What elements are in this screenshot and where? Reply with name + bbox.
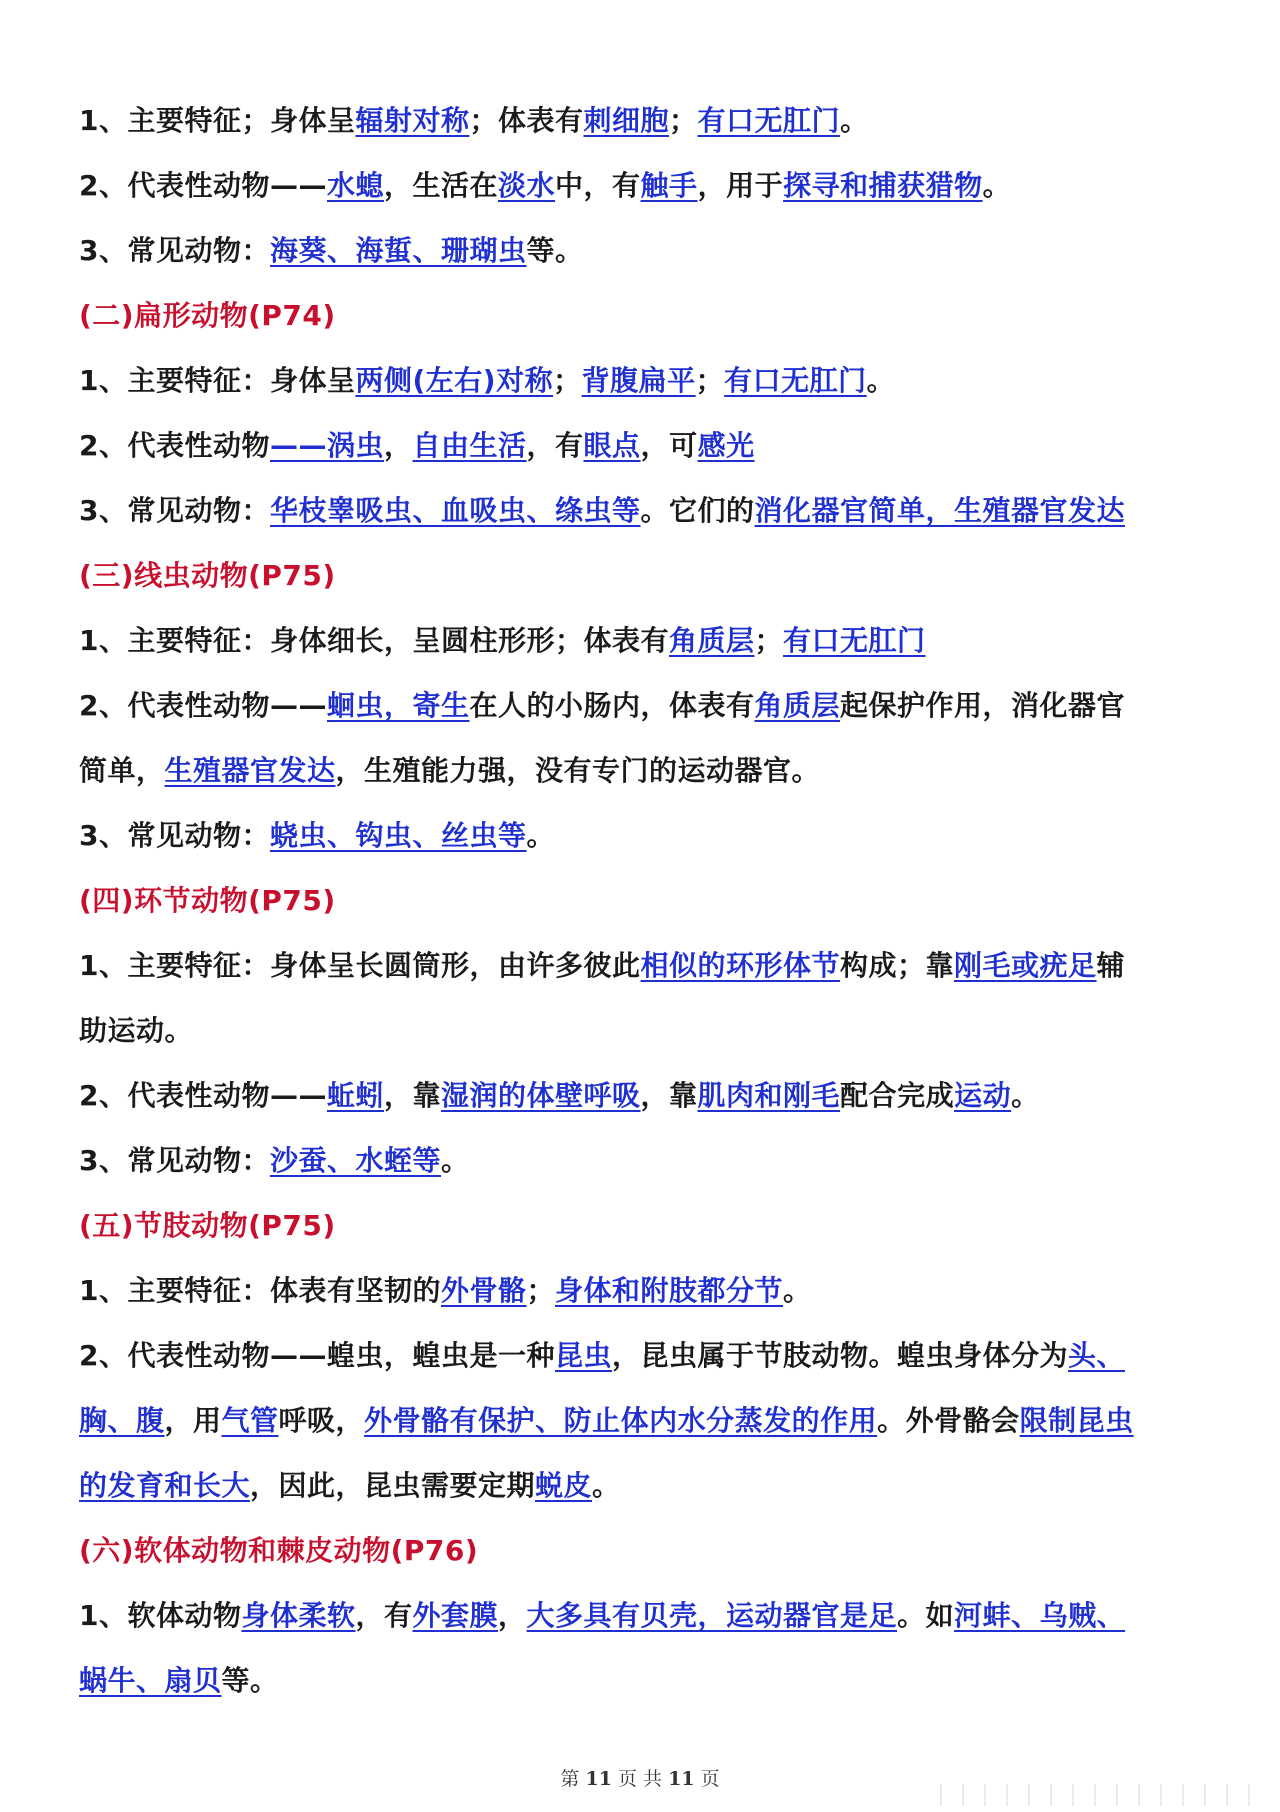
text-segment: 。如 bbox=[897, 1599, 955, 1632]
text-segment: ，昆虫属于节肢动物。蝗虫身体分为 bbox=[612, 1339, 1069, 1372]
text-line bbox=[79, 153, 1214, 218]
highlighted-term: 探寻和捕获猎物 bbox=[783, 169, 983, 202]
highlighted-term: 蚯蚓 bbox=[326, 1079, 384, 1112]
text-segment: ； bbox=[526, 1274, 556, 1307]
text-segment: 等。 bbox=[526, 234, 584, 267]
text-segment: 。 bbox=[441, 1144, 470, 1177]
text-line bbox=[79, 803, 1214, 868]
highlighted-term: 肌肉和刚毛 bbox=[697, 1079, 841, 1112]
text-line bbox=[79, 218, 1214, 283]
highlighted-term: 水螅 bbox=[326, 169, 384, 202]
highlighted-term: 蛔虫，寄生 bbox=[326, 689, 470, 722]
highlighted-term: 有口无肛门 bbox=[783, 624, 926, 657]
highlighted-term: 身体柔软 bbox=[241, 1599, 356, 1632]
scan-artifact bbox=[930, 1784, 1260, 1806]
text-segment: ，有 bbox=[355, 1599, 413, 1632]
text-segment: 辅 bbox=[1096, 949, 1126, 982]
text-line bbox=[79, 1063, 1214, 1128]
highlighted-term: 淡水 bbox=[498, 169, 556, 202]
text-line bbox=[79, 1453, 1214, 1518]
text-line bbox=[79, 413, 1214, 478]
highlighted-term: 自由生活 bbox=[412, 429, 527, 462]
text-segment: 2、代表性动物 bbox=[79, 429, 270, 462]
text-segment: 2、代表性动物—— bbox=[79, 169, 327, 202]
highlighted-term: 蜗牛、扇贝 bbox=[79, 1664, 222, 1697]
footer-suffix: 页 bbox=[700, 1768, 720, 1790]
text-segment: ，靠 bbox=[640, 1079, 698, 1112]
text-segment: ，用 bbox=[164, 1404, 222, 1437]
highlighted-term: 角质层 bbox=[669, 624, 755, 657]
highlighted-term: 大多具有贝壳，运动器官是足 bbox=[526, 1599, 898, 1632]
text-segment: 助运动。 bbox=[79, 1014, 194, 1047]
text-segment: 1、主要特征：身体呈 bbox=[79, 364, 356, 397]
text-segment: 简单， bbox=[79, 754, 165, 787]
highlighted-term: 外骨骼有保护、防止体内水分蒸发的作用 bbox=[364, 1404, 878, 1437]
highlighted-term: 海葵、海蜇、珊瑚虫 bbox=[269, 234, 527, 267]
text-segment: 起保护作用，消化器官 bbox=[840, 689, 1126, 722]
highlighted-term: 身体和附肢都分节 bbox=[555, 1274, 784, 1307]
highlighted-term: 限制昆虫 bbox=[1019, 1404, 1134, 1437]
text-segment: 3、常见动物： bbox=[79, 819, 270, 852]
highlighted-term: 角质层 bbox=[754, 689, 841, 722]
text-segment: 3、常见动物： bbox=[79, 494, 270, 527]
text-line bbox=[79, 738, 1214, 803]
highlighted-term: 气管 bbox=[221, 1404, 279, 1437]
text-segment: 2、代表性动物—— bbox=[79, 1079, 327, 1112]
highlighted-term: 昆虫 bbox=[554, 1339, 612, 1372]
document-body bbox=[79, 88, 1214, 1713]
highlighted-term: 蜕皮 bbox=[535, 1469, 593, 1502]
highlighted-term: 感光 bbox=[697, 429, 755, 462]
text-segment: 。外骨骼会 bbox=[877, 1404, 1020, 1437]
text-line bbox=[79, 1258, 1214, 1323]
text-line bbox=[79, 88, 1214, 153]
text-segment: 。 bbox=[1011, 1079, 1040, 1112]
section-heading: (三)线虫动物(P75) bbox=[79, 559, 336, 592]
text-segment: 构成；靠 bbox=[840, 949, 955, 982]
highlighted-term: 蛲虫、钩虫、丝虫等 bbox=[269, 819, 527, 852]
text-segment: 1、主要特征：体表有坚韧的 bbox=[79, 1274, 441, 1307]
text-line bbox=[79, 1583, 1214, 1648]
highlighted-term: 生殖器官发达 bbox=[164, 754, 336, 787]
text-line bbox=[79, 933, 1214, 998]
text-line bbox=[79, 348, 1214, 413]
text-segment: 配合完成 bbox=[840, 1079, 955, 1112]
text-segment: 1、主要特征；身体呈 bbox=[79, 104, 356, 137]
highlighted-term: 河蚌、乌贼、 bbox=[954, 1599, 1126, 1632]
text-segment: ，靠 bbox=[384, 1079, 442, 1112]
highlighted-term: 的发育和长大 bbox=[79, 1469, 251, 1502]
highlighted-term: 刚毛或疣足 bbox=[954, 949, 1097, 982]
text-segment: ， bbox=[498, 1599, 527, 1632]
text-segment: ； bbox=[695, 364, 725, 397]
text-line bbox=[79, 608, 1214, 673]
text-segment: ，生殖能力强，没有专门的运动器官。 bbox=[335, 754, 821, 787]
text-segment: 在人的小肠内，体表有 bbox=[469, 689, 755, 722]
text-segment: 1、软体动物 bbox=[79, 1599, 242, 1632]
section-heading: (六)软体动物和棘皮动物(P76) bbox=[79, 1534, 479, 1567]
text-segment: 3、常见动物： bbox=[79, 1144, 270, 1177]
highlighted-term: 辐射对称 bbox=[355, 104, 470, 137]
highlighted-term: 湿润的体壁呼吸 bbox=[441, 1079, 641, 1112]
text-line bbox=[79, 673, 1214, 738]
text-line bbox=[79, 1323, 1214, 1388]
highlighted-term: 消化器官简单，生殖器官发达 bbox=[754, 494, 1126, 527]
text-segment: 2、代表性动物—— bbox=[79, 689, 327, 722]
text-segment: ，可 bbox=[640, 429, 698, 462]
text-segment: 。 bbox=[783, 1274, 812, 1307]
text-segment: 中，有 bbox=[555, 169, 641, 202]
text-segment: 3、常见动物： bbox=[79, 234, 270, 267]
text-segment: 。它们的 bbox=[640, 494, 755, 527]
text-segment: ，生活在 bbox=[384, 169, 499, 202]
highlighted-term: 背腹扁平 bbox=[581, 364, 696, 397]
text-segment: ，有 bbox=[526, 429, 584, 462]
text-segment: ， bbox=[384, 429, 413, 462]
text-segment: 。 bbox=[592, 1469, 621, 1502]
footer-prefix: 第 bbox=[560, 1768, 580, 1790]
highlighted-term: 外骨骼 bbox=[440, 1274, 527, 1307]
highlighted-term: 有口无肛门 bbox=[697, 104, 841, 137]
text-segment: 等。 bbox=[221, 1664, 279, 1697]
highlighted-term: 沙蚕、水蛭等 bbox=[269, 1144, 441, 1177]
text-line bbox=[79, 1388, 1214, 1453]
highlighted-term: 胸、腹 bbox=[79, 1404, 165, 1437]
section-heading: (四)环节动物(P75) bbox=[79, 884, 336, 917]
text-line bbox=[79, 1648, 1214, 1713]
footer-total-pages: 11 bbox=[668, 1768, 695, 1790]
highlighted-term: 相似的环形体节 bbox=[640, 949, 841, 982]
text-segment: ； bbox=[553, 364, 582, 397]
text-line bbox=[79, 478, 1214, 543]
highlighted-term: 有口无肛门 bbox=[724, 364, 867, 397]
text-segment: 1、主要特征：身体细长，呈圆柱形形；体表有 bbox=[79, 624, 669, 657]
text-line bbox=[79, 998, 1214, 1063]
text-segment: ，用于 bbox=[697, 169, 784, 202]
text-segment: ；体表有 bbox=[469, 104, 584, 137]
highlighted-term: 华枝睾吸虫、血吸虫、绦虫等 bbox=[269, 494, 641, 527]
text-segment: 。 bbox=[840, 104, 869, 137]
highlighted-term: ——涡虫 bbox=[269, 429, 384, 462]
highlighted-term: 运动 bbox=[954, 1079, 1012, 1112]
highlighted-term: 触手 bbox=[640, 169, 698, 202]
text-segment: 2、代表性动物——蝗虫，蝗虫是一种 bbox=[79, 1339, 555, 1372]
text-segment: 。 bbox=[866, 364, 896, 397]
footer-middle: 页 共 bbox=[617, 1768, 663, 1790]
text-segment: ，因此，昆虫需要定期 bbox=[250, 1469, 536, 1502]
text-segment: 呼吸， bbox=[278, 1404, 365, 1437]
highlighted-term: 两侧(左右)对称 bbox=[355, 364, 554, 397]
highlighted-term: 头、 bbox=[1068, 1339, 1126, 1372]
section-heading: (五)节肢动物(P75) bbox=[79, 1209, 336, 1242]
text-segment: ； bbox=[669, 104, 698, 137]
highlighted-term: 外套膜 bbox=[412, 1599, 499, 1632]
highlighted-term: 刺细胞 bbox=[583, 104, 670, 137]
text-segment: 1、主要特征：身体呈长圆筒形，由许多彼此 bbox=[79, 949, 641, 982]
footer-page-number: 11 bbox=[585, 1768, 612, 1790]
section-heading: (二)扁形动物(P74) bbox=[79, 299, 336, 332]
text-segment: ； bbox=[754, 624, 784, 657]
text-line bbox=[79, 1128, 1214, 1193]
highlighted-term: 眼点 bbox=[583, 429, 641, 462]
text-segment: 。 bbox=[982, 169, 1012, 202]
text-segment: 。 bbox=[526, 819, 556, 852]
